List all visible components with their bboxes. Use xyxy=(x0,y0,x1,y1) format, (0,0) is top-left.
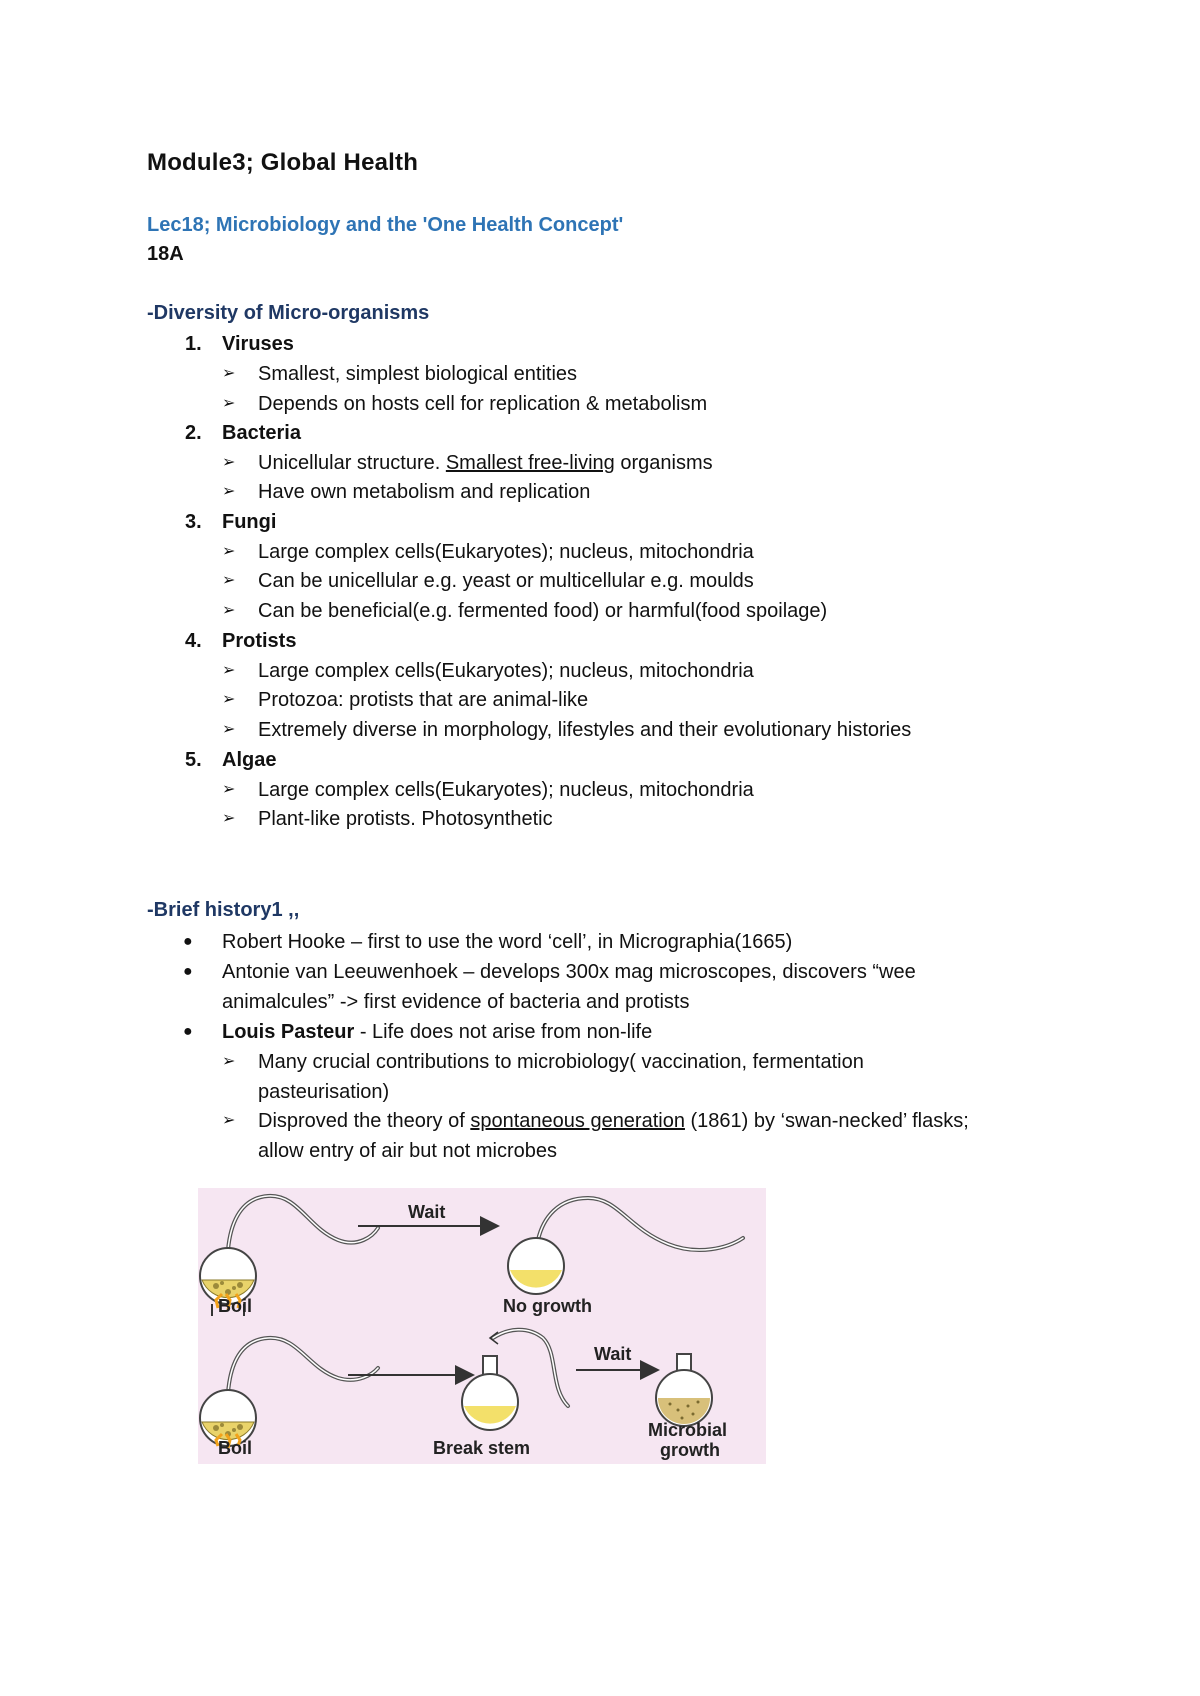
arrow-bullet-icon: ➢ xyxy=(222,691,236,708)
broken-stem-flask xyxy=(462,1330,568,1430)
point-text: Smallest, simplest biological entities xyxy=(258,363,578,385)
diversity-heading: -Diversity of Micro-organisms xyxy=(147,302,430,324)
group-name: Algae xyxy=(222,749,277,771)
point-text-part: Unicellular structure. xyxy=(258,452,446,474)
list-number: 5. xyxy=(185,749,202,771)
point-text: Extremely diverse in morphology, lifestyles and their evolutionary histories xyxy=(258,719,912,741)
arrow-bullet-icon: ➢ xyxy=(222,365,236,382)
pasteur-text: - Life does not arise from non-life xyxy=(354,1021,653,1043)
point-text-part: (1861) by ‘swan-necked’ flasks; xyxy=(684,1110,969,1132)
lecture-code: 18A xyxy=(147,243,184,265)
arrow-bullet-icon: ➢ xyxy=(222,543,236,560)
no-growth-label: No growth xyxy=(503,1296,592,1316)
list-number: 4. xyxy=(185,630,202,652)
point-text: allow entry of air but not microbes xyxy=(258,1140,558,1162)
break-stem-label: Break stem xyxy=(433,1438,531,1458)
bullet-dot-icon: ● xyxy=(183,1023,193,1040)
module-title: Module3; Global Health xyxy=(147,149,419,176)
list-number: 3. xyxy=(185,511,202,533)
list-number: 2. xyxy=(185,422,202,444)
contaminated-flask xyxy=(656,1354,712,1426)
arrow-bullet-icon: ➢ xyxy=(222,1053,236,1070)
arrow-bullet-icon: ➢ xyxy=(222,483,236,500)
bullet-dot-icon: ● xyxy=(183,933,193,950)
underlined-phrase: Smallest free-living xyxy=(445,452,615,474)
bullet-text: Robert Hooke – first to use the word ‘cell’, in Micrographia(1665) xyxy=(222,931,793,953)
point-text: Large complex cells(Eukaryotes); nucleus, mitochondria xyxy=(258,660,754,682)
growth-label: growth xyxy=(660,1440,720,1460)
arrow-bullet-icon: ➢ xyxy=(222,454,236,471)
history-heading: -Brief history1 ,, xyxy=(147,899,300,921)
arrow-bullet-icon: ➢ xyxy=(222,662,236,679)
underlined-phrase: spontaneous generation xyxy=(470,1110,685,1132)
group-name: Bacteria xyxy=(222,422,301,444)
point-text: Protozoa: protists that are animal-like xyxy=(258,689,589,711)
list-number: 1. xyxy=(185,333,202,355)
wait-label-bottom: Wait xyxy=(594,1344,632,1364)
point-text: Have own metabolism and replication xyxy=(258,481,591,503)
arrow-bullet-icon: ➢ xyxy=(222,395,236,412)
point-text xyxy=(258,1108,969,1134)
point-text: Many crucial contributions to microbiology( vaccination, fermentation xyxy=(258,1051,864,1073)
arrow-bullet-icon: ➢ xyxy=(222,572,236,589)
point-text: Can be unicellular e.g. yeast or multicellular e.g. moulds xyxy=(258,570,754,592)
bullet-dot-icon: ● xyxy=(183,963,193,980)
bullet-text: animalcules” -> first evidence of bacteria and protists xyxy=(222,991,690,1013)
boil-label-top: Boil xyxy=(218,1296,252,1316)
bullet-text xyxy=(222,1019,652,1045)
boil-label-bottom: Boil xyxy=(218,1438,252,1458)
point-text: Large complex cells(Eukaryotes); nucleus, mitochondria xyxy=(258,541,754,563)
clear-flask-top xyxy=(508,1198,743,1294)
swan-neck-flask-figure xyxy=(198,1188,766,1464)
arrow-bullet-icon: ➢ xyxy=(222,781,236,798)
point-text: Can be beneficial(e.g. fermented food) or harmful(food spoilage) xyxy=(258,600,828,622)
arrow-bullet-icon: ➢ xyxy=(222,810,236,827)
boiling-flask-bottom xyxy=(200,1338,378,1448)
group-name: Fungi xyxy=(222,511,277,533)
point-text: Plant-like protists. Photosynthetic xyxy=(258,808,553,830)
microbial-label: Microbial xyxy=(648,1420,728,1440)
point-text-part: organisms xyxy=(614,452,713,474)
point-text: Depends on hosts cell for replication & metabolism xyxy=(258,393,708,415)
point-text-part: Disproved the theory of xyxy=(258,1110,471,1132)
arrow-bullet-icon: ➢ xyxy=(222,1112,236,1129)
lecture-title: Lec18; Microbiology and the 'One Health Concept' xyxy=(147,214,624,236)
flask-diagram xyxy=(198,1188,766,1464)
bullet-text: Antonie van Leeuwenhoek – develops 300x mag microscopes, discovers “wee xyxy=(222,961,916,983)
pasteur-name: Louis Pasteur xyxy=(222,1021,355,1043)
point-text xyxy=(258,450,713,476)
wait-label-top: Wait xyxy=(408,1202,446,1222)
arrow-bullet-icon: ➢ xyxy=(222,721,236,738)
group-name: Viruses xyxy=(222,333,294,355)
point-text: Large complex cells(Eukaryotes); nucleus, mitochondria xyxy=(258,779,754,801)
group-name: Protists xyxy=(222,630,297,652)
point-text: pasteurisation) xyxy=(258,1081,390,1103)
arrow-bullet-icon: ➢ xyxy=(222,602,236,619)
